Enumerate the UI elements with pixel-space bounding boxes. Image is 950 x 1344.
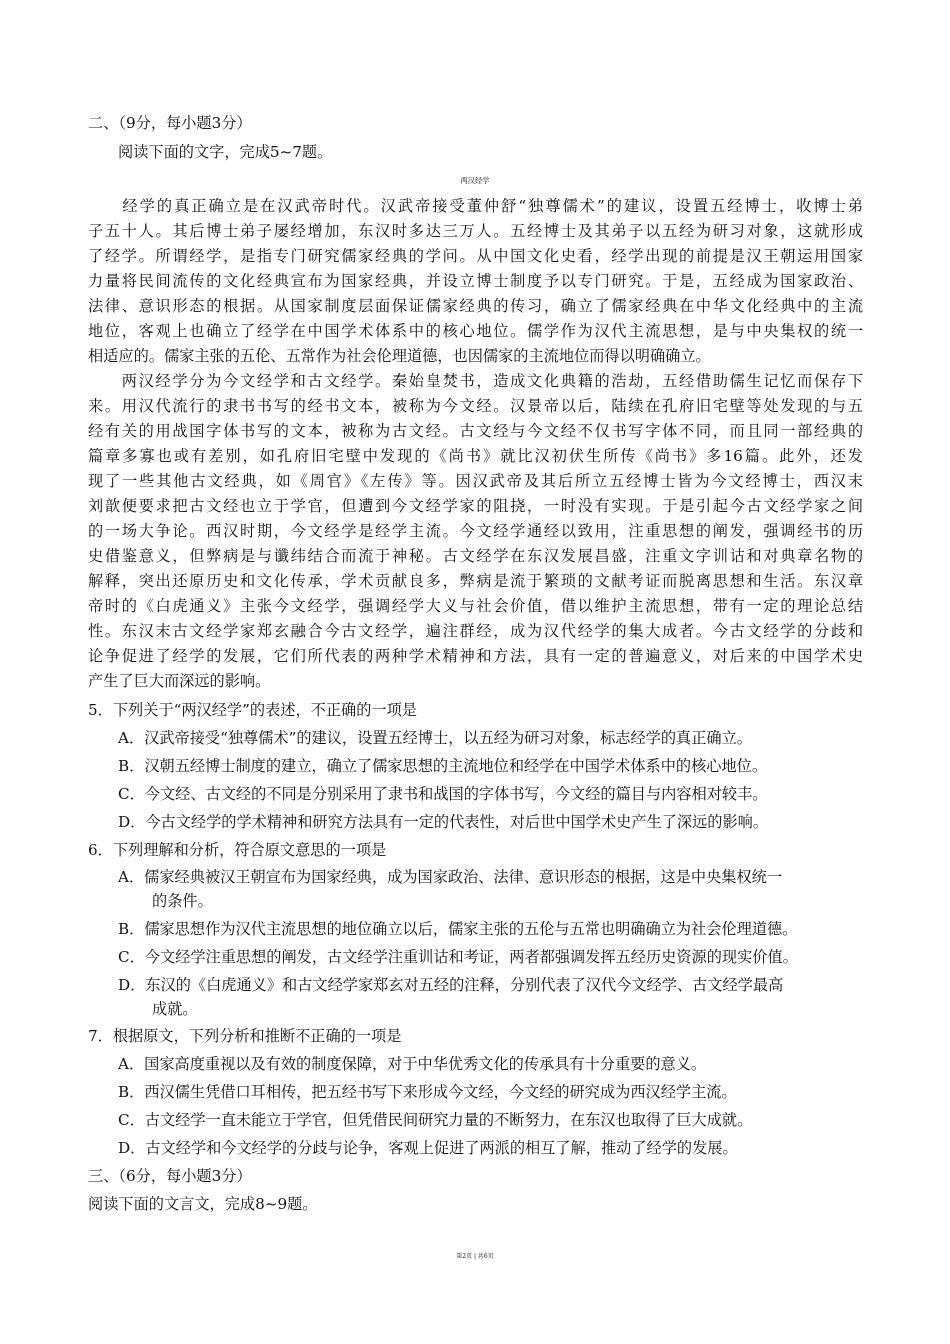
section-instruction: 阅读下面的文言文，完成8~9题。 (88, 1195, 318, 1213)
section-instruction: 阅读下面的文字，完成5~7题。 (118, 143, 333, 161)
option-a-continued: 的条件。 (152, 892, 213, 910)
paragraph-line: 论争促进了经学的发展，它们所代表的两种学术精神和方法，具有一定的普遍意义，对后来的中国学术史 (88, 647, 863, 665)
paragraph-line: 的一场大争论。西汉时期，今文经学是经学主流。今文经学通经以致用，注重思想的阐发，强调经书的历 (88, 522, 863, 540)
paragraph-line: 经有关的用战国字体书写的文本，被称为古文经。古文经与今文经不仅书写字体不同，而且同一部经典的 (88, 422, 863, 440)
option-b: B．汉朝五经博士制度的建立，确立了儒家思想的主流地位和经学在中国学术体系中的核心地位。 (118, 757, 768, 775)
option-a: A．汉武帝接受“独尊儒术”的建议，设置五经博士，以五经为研习对象，标志经学的真正确立。 (118, 729, 752, 747)
paragraph-line: 产生了巨大而深远的影响。 (88, 672, 271, 690)
paragraph-line: 帝时的《白虎通义》主张今文经学，强调经学大义与社会价值，借以维护主流思想，带有一定的理论总结 (88, 597, 863, 615)
section-heading: 三、（6分，每小题3分） (88, 1167, 252, 1185)
section-heading: 二、（9分，每小题3分） (88, 114, 252, 132)
paragraph-line: 来。用汉代流行的隶书书写的经书文本，被称为今文经。汉景帝以后，陆续在孔府旧宅壁等处发现的与五 (88, 397, 863, 415)
paragraph-line: 性。东汉末古文经学家郑玄融合今古文经学，遍注群经，成为汉代经学的集大成者。今古文经学的分歧和 (88, 622, 863, 640)
paragraph-line: 法律、意识形态的根据。从国家制度层面保证儒家经典的传习，确立了儒家经典在中华文化经典中的主流 (88, 297, 863, 315)
option-c: C．今文经、古文经的不同是分别采用了隶书和战国的字体书写，今文经的篇目与内容相对较丰。 (118, 785, 768, 803)
question-stem: 6．下列理解和分析，符合原文意思的一项是 (88, 841, 387, 859)
paragraph-line: 地位，客观上也确立了经学在中国学术体系中的核心地位。儒学作为汉代主流思想，是与中央集权的统一 (88, 322, 863, 340)
paragraph-line: 现了一些其他古文经典，如《周官》《左传》等。因汉武帝及其后所立五经博士皆为今文经博士，西汉末 (88, 472, 863, 490)
paragraph-line: 史借鉴意义，但弊病是与谶纬结合而流于神秘。古文经学在东汉发展昌盛，注重文字训诂和对典章名物的 (88, 547, 863, 565)
paragraph-line: 篇章多寡也或有差别，如孔府旧宅壁中发现的《尚书》就比汉初伏生所传《尚书》多16篇。此外，还发 (88, 447, 863, 465)
paragraph-line: 力量将民间流传的文化经典宣布为国家经典，并设立博士制度予以专门研究。于是，五经成为国家政治、 (88, 272, 863, 290)
option-c: C．古文经学一直未能立于学官，但凭借民间研究力量的不断努力，在东汉也取得了巨大成就。 (118, 1111, 753, 1129)
paragraph-line: 解释，突出还原历史和文化传承，学术贡献良多，弊病是流于繁琐的文献考证而脱离思想和生活。东汉章 (88, 572, 863, 590)
paragraph-line: 了经学。所谓经学，是指专门研究儒家经典的学问。从中国文化史看，经学出现的前提是汉王朝运用国家 (88, 247, 863, 265)
article-title: 两汉经学 (460, 176, 490, 185)
option-a: A．儒家经典被汉王朝宣布为国家经典，成为国家政治、法律、意识形态的根据，这是中央集权统一 (118, 868, 783, 886)
page-number: 第2页 | 共6页 (456, 1253, 494, 1260)
question-stem: 7．根据原文，下列分析和推断不正确的一项是 (88, 1027, 402, 1045)
option-d: D．今古文经学的学术精神和研究方法具有一定的代表性，对后世中国学术史产生了深远的影响。 (118, 813, 769, 831)
paragraph-line: 刘歆便要求把古文经也立于学官，但遭到今文经学家的阻挠，一时没有实现。于是引起今古文经学家之间 (88, 497, 863, 515)
option-d-continued: 成就。 (152, 1000, 198, 1018)
paragraph-line: 相适应的。儒家主张的五伦、五常作为社会伦理道德，也因儒家的主流地位而得以明确确立。 (88, 347, 711, 365)
paragraph-line: 子五十人。其后博士弟子屡经增加，东汉时多达三万人。五经博士及其弟子以五经为研习对象，这就形成 (88, 222, 863, 240)
option-d: D．古文经学和今文经学的分歧与论争，客观上促进了两派的相互了解，推动了经学的发展。 (118, 1139, 738, 1157)
option-c: C．今文经学注重思想的阐发，古文经学注重训诂和考证，两者都强调发挥五经历史资源的现实价值。 (118, 948, 798, 966)
option-d: D．东汉的《白虎通义》和古文经学家郑玄对五经的注释，分别代表了汉代今文经学、古文经学最高 (118, 976, 784, 994)
option-a: A．国家高度重视以及有效的制度保障，对于中华优秀文化的传承具有十分重要的意义。 (118, 1055, 707, 1073)
question-stem: 5．下列关于“两汉经学”的表述，不正确的一项是 (88, 701, 417, 719)
paragraph-line: 经学的真正确立是在汉武帝时代。汉武帝接受董仲舒“独尊儒术”的建议，设置五经博士，收博士弟 (88, 197, 863, 215)
option-b: B．儒家思想作为汉代主流思想的地位确立以后，儒家主张的五伦与五常也明确确立为社会伦理道德。 (118, 920, 798, 938)
paragraph-line: 两汉经学分为今文经学和古文经学。秦始皇焚书，造成文化典籍的浩劫，五经借助儒生记忆而保存下 (88, 372, 863, 390)
option-b: B．西汉儒生凭借口耳相传，把五经书写下来形成今文经，今文经的研究成为西汉经学主流。 (118, 1083, 737, 1101)
